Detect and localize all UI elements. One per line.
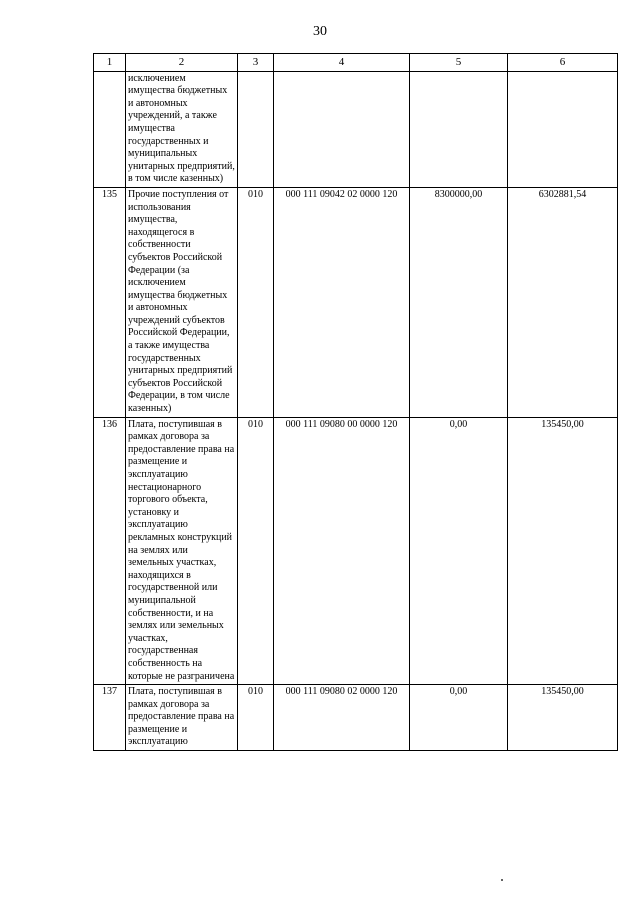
row-budget-code	[274, 71, 410, 187]
row-index: 137	[94, 685, 126, 751]
row-executed-amount: 6302881,54	[508, 187, 618, 417]
row-budget-code: 000 111 09042 02 0000 120	[274, 187, 410, 417]
row-index: 136	[94, 417, 126, 684]
scan-dot	[501, 879, 503, 881]
column-header-6: 6	[508, 54, 618, 72]
column-header-2: 2	[126, 54, 238, 72]
table-row	[94, 71, 618, 187]
row-name: Плата, поступившая в рамках договора за предоставление права на размещение и эксплуатацию нестационарного торгового объекта, установку и эксплуатацию рекламных конструкций на землях или земельных участках, находящихся в государственной или муниципальной собственности, и на землях или земельных участках, государственная собственность на которые не разграничена	[126, 417, 238, 684]
table-row	[94, 417, 618, 684]
row-name: Прочие поступления от использования имущества, находящегося в собственности субъектов Российской Федерации (за исключением имущества бюджетных и автономных учреждений субъектов Российской Федерации, а также имущества государственных унитарных предприятий субъектов Российской Федерации, в том числе казенных)	[126, 187, 238, 417]
table-row	[94, 187, 618, 417]
row-approved-amount	[410, 71, 508, 187]
row-budget-code: 000 111 09080 00 0000 120	[274, 417, 410, 684]
row-line-code: 010	[238, 417, 274, 684]
table-row	[94, 685, 618, 751]
row-name: исключением имущества бюджетных и автономных учреждений, а также имущества государственных и муниципальных унитарных предприятий, в том числе казенных)	[126, 71, 238, 187]
column-header-4: 4	[274, 54, 410, 72]
row-executed-amount: 135450,00	[508, 417, 618, 684]
page-number: 30	[313, 24, 327, 39]
column-header-3: 3	[238, 54, 274, 72]
row-index	[94, 71, 126, 187]
column-header-5: 5	[410, 54, 508, 72]
row-name: Плата, поступившая в рамках договора за предоставление права на размещение и эксплуатацию	[126, 685, 238, 751]
row-line-code: 010	[238, 685, 274, 751]
row-executed-amount	[508, 71, 618, 187]
row-approved-amount: 0,00	[410, 417, 508, 684]
row-approved-amount: 8300000,00	[410, 187, 508, 417]
budget-table	[93, 53, 618, 751]
row-line-code: 010	[238, 187, 274, 417]
row-index: 135	[94, 187, 126, 417]
row-executed-amount: 135450,00	[508, 685, 618, 751]
table-header-row	[94, 54, 618, 72]
row-budget-code: 000 111 09080 02 0000 120	[274, 685, 410, 751]
row-approved-amount: 0,00	[410, 685, 508, 751]
row-line-code	[238, 71, 274, 187]
column-header-1: 1	[94, 54, 126, 72]
